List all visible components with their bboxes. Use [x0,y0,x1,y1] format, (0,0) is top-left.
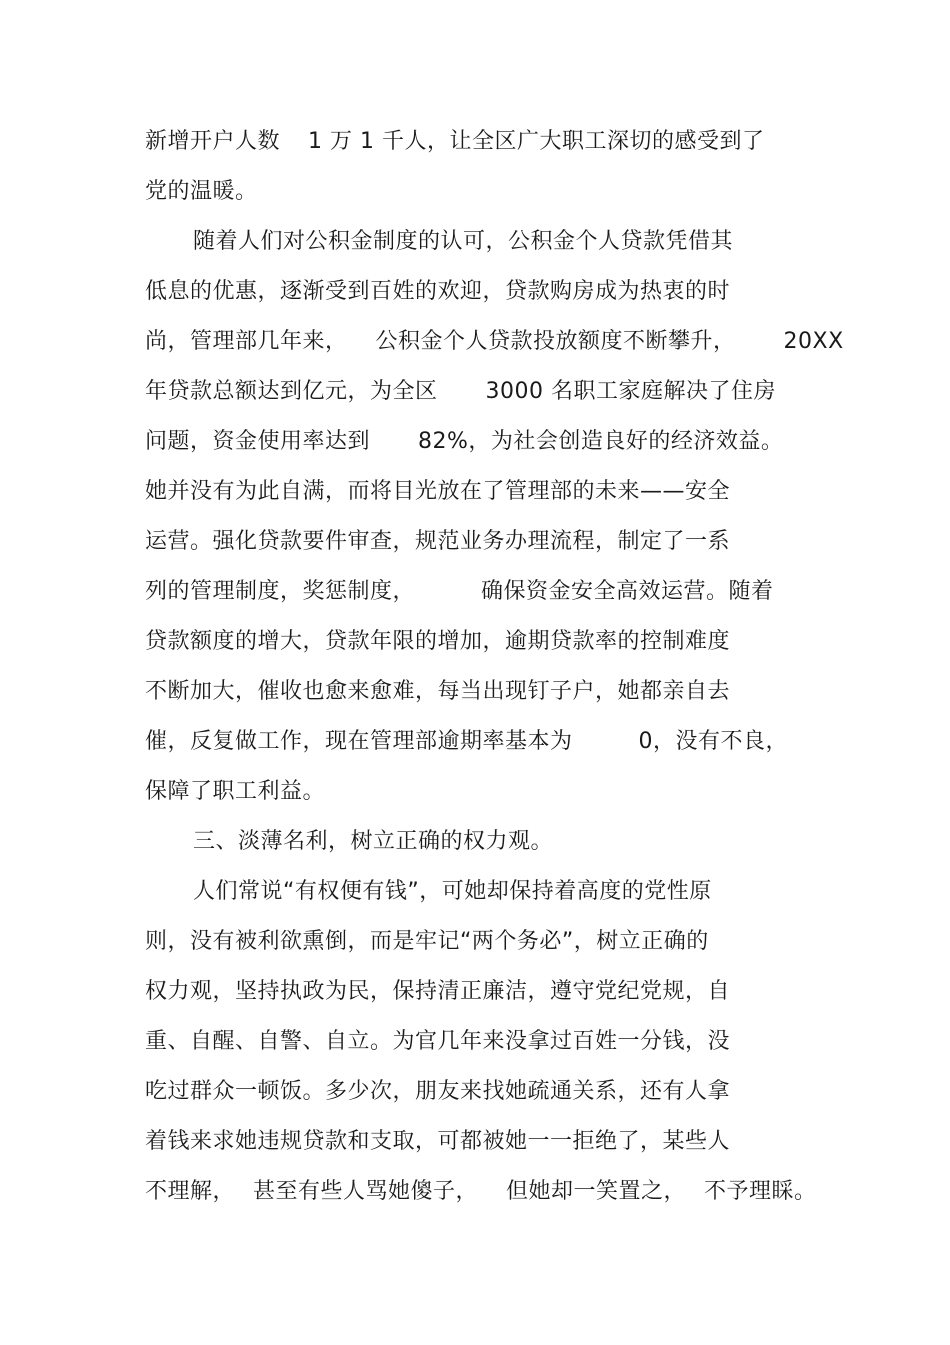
text-segment: 新增开户人数 [145,129,281,154]
text-segment: 保障了职工利益。 [145,779,326,804]
text-segment: 随着人们对公积金制度的认可，公积金个人贷款凭借其 [193,229,734,254]
text-line [145,372,776,412]
text-segment: 催，反复做工作，现在管理部逾期率基本为 [145,729,573,754]
text-line [145,972,730,1012]
text-segment: 则，没有被利欲熏倒，而是牢记“两个务必”，树立正确的 [145,929,709,954]
text-segment: 但她却一笑置之， [506,1179,687,1204]
text-segment: 甚至有些人骂她傻子， [253,1179,479,1204]
text-segment: 0，没有不良， [638,729,789,754]
text-segment: 82%，为社会创造良好的经济效益。 [418,429,784,454]
text-segment: 1 万 1 千人，让全区广大职工深切的感受到了 [308,129,765,154]
text-line [145,322,844,362]
text-line [145,1122,730,1162]
text-line [145,1172,817,1212]
text-line [145,272,730,312]
text-segment: 吃过群众一顿饭。多少次，朋友来找她疏通关系，还有人拿 [145,1079,731,1104]
text-line [145,672,730,712]
text-segment: 不予理睬。 [704,1179,817,1204]
text-line [145,772,325,812]
text-segment: 不理解， [145,1179,236,1204]
text-segment: 确保资金安全高效运营。随着 [481,579,774,604]
text-line [145,1072,730,1112]
text-segment: 着钱来求她违规贷款和支取，可都被她一一拒绝了，某些人 [145,1129,731,1154]
text-segment: 三、淡薄名利，树立正确的权力观。 [193,829,554,854]
text-segment: 运营。强化贷款要件审查，规范业务办理流程，制定了一系 [145,529,731,554]
text-line [145,572,774,612]
text-segment: 权力观，坚持执政为民，保持清正廉洁，遵守党纪党规，自 [145,979,731,1004]
text-segment: 列的管理制度，奖惩制度， [145,579,416,604]
text-line [145,422,783,462]
text-line [145,922,709,962]
text-segment: 党的温暖。 [145,179,258,204]
text-segment: 低息的优惠，逐渐受到百姓的欢迎，贷款购房成为热衷的时 [145,279,731,304]
text-segment: 她并没有为此自满，而将目光放在了管理部的未来——安全 [145,479,731,504]
text-segment: 20XX [783,329,844,354]
text-segment: 人们常说“有权便有钱”，可她却保持着高度的党性原 [193,879,712,904]
text-line [145,722,788,762]
text-segment: 3000 名职工家庭解决了住房 [485,379,776,404]
text-segment: 问题，资金使用率达到 [145,429,371,454]
text-segment: 贷款额度的增大，贷款年限的增加，逾期贷款率的控制难度 [145,629,731,654]
text-line [145,122,765,162]
text-segment: 不断加大，催收也愈来愈难，每当出现钉子户，她都亲自去 [145,679,731,704]
text-line [193,872,712,912]
text-line [145,522,730,562]
text-segment: 尚，管理部几年来， [145,329,348,354]
text-segment: 年贷款总额达到亿元，为全区 [145,379,438,404]
text-line [145,1022,730,1062]
text-line [193,222,733,262]
text-segment: 公积金个人贷款投放额度不断攀升， [375,329,736,354]
text-line [145,172,258,212]
text-line [145,622,730,662]
text-line [145,472,730,512]
section-heading [193,822,553,862]
text-segment: 重、自醒、自警、自立。为官几年来没拿过百姓一分钱，没 [145,1029,731,1054]
